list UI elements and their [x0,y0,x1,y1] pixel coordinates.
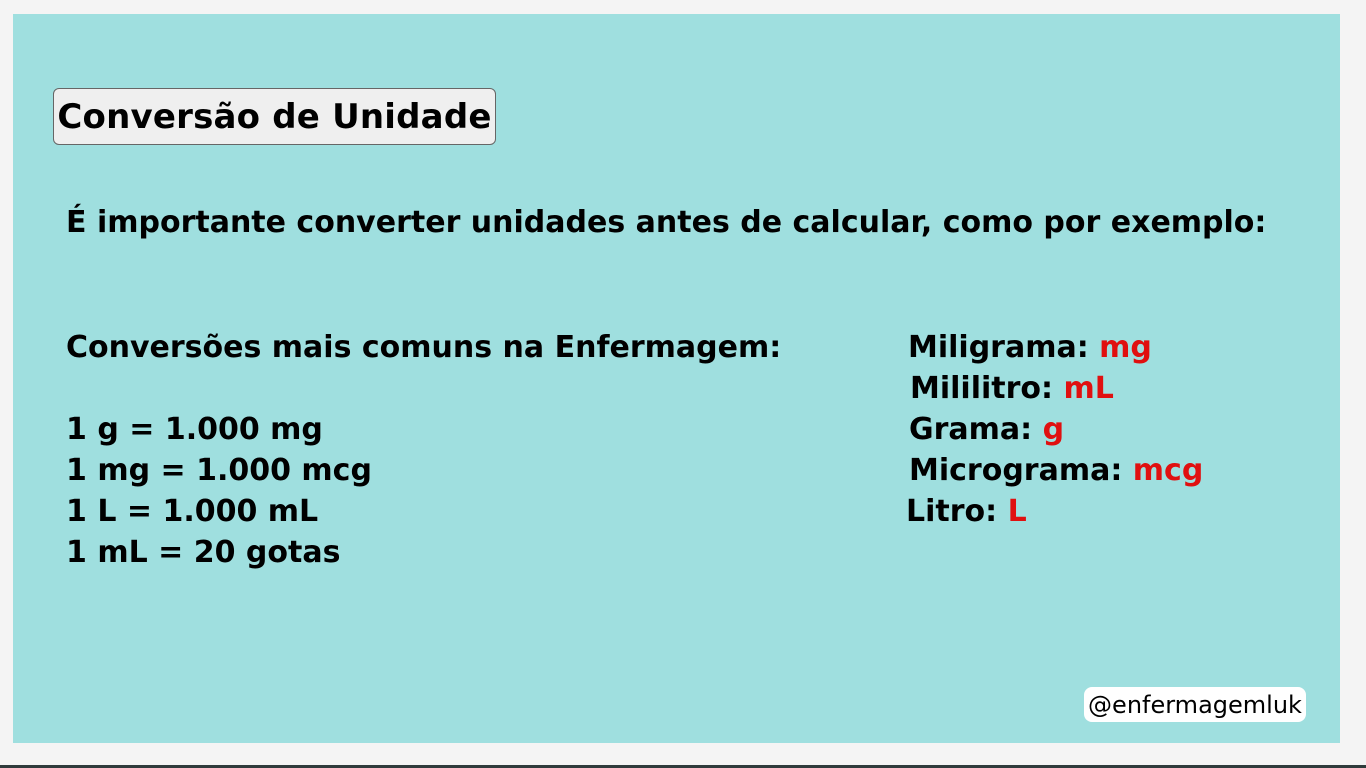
unit-abbr: g [1042,412,1065,447]
unit-name: Miligrama: [908,330,1089,365]
social-handle-badge: @enfermagemluk [1084,687,1306,722]
conversion-item: 1 g = 1.000 mg [66,412,323,447]
conversion-item: 1 mg = 1.000 mcg [66,453,372,488]
unit-abbreviations-list [906,327,1203,532]
unit-abbr: L [1007,494,1027,529]
conversions-list [66,327,781,573]
spacer [66,368,781,409]
conversions-heading: Conversões mais comuns na Enfermagem: [66,330,782,365]
unit-name: Mililitro: [910,371,1054,406]
conversion-item: 1 mL = 20 gotas [66,535,341,570]
title-box [53,88,496,145]
conversion-item: 1 L = 1.000 mL [66,494,319,529]
unit-name: Micrograma: [909,453,1123,488]
page-title: Conversão de Unidade [57,96,492,137]
unit-abbr: mcg [1132,453,1204,488]
unit-abbr: mg [1099,330,1152,365]
intro-text: É importante converter unidades antes de calcular, como por exemplo: [66,205,1267,240]
unit-item [908,327,1203,368]
unit-item [909,450,1203,491]
slide-canvas [13,14,1340,743]
unit-item [906,491,1203,532]
unit-name: Litro: [906,494,998,529]
unit-item [909,409,1203,450]
unit-name: Grama: [909,412,1033,447]
unit-abbr: mL [1063,371,1114,406]
unit-item [910,368,1203,409]
